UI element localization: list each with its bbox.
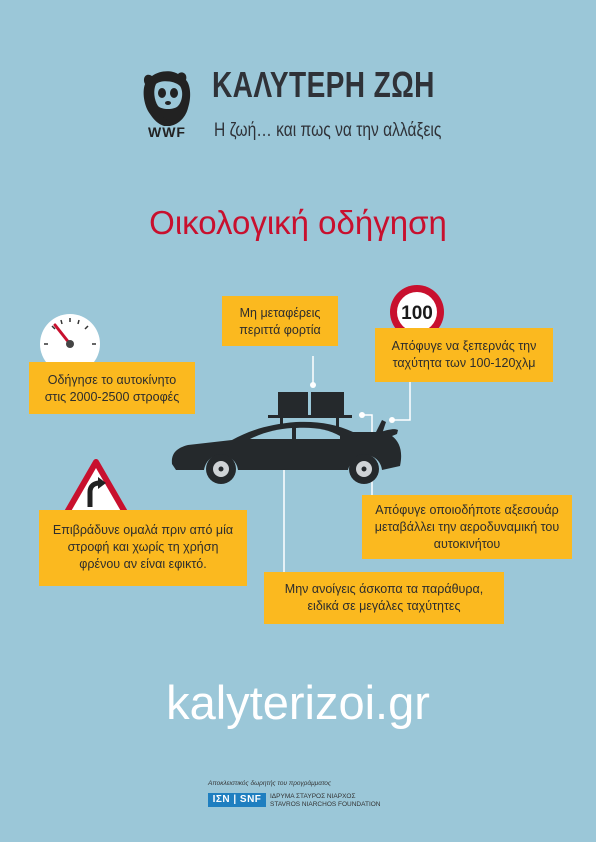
snf-logo: ΙΣΝ | SNF: [208, 793, 266, 807]
program-subtitle: Η ζωή… και πως να την αλλάξεις: [214, 120, 442, 141]
program-title: ΚΑΛΥΤΕΡΗ ΖΩΗ: [212, 64, 435, 105]
foundation-name-english: STAVROS NIARCHOS FOUNDATION: [270, 801, 381, 808]
tip-rpm: Οδήγησε το αυτοκίνητο στις 2000-2500 στροφές: [29, 362, 195, 414]
curve-warning-sign-icon: [63, 459, 129, 517]
tip-speed: Απόφυγε να ξεπερνάς την ταχύτητα των 100-120χλμ: [375, 328, 553, 382]
speed-limit-value: 100: [401, 303, 433, 324]
tip-accessories: Απόφυγε οποιοδήποτε αξεσουάρ μεταβάλλει την αεροδυναμική του αυτοκινήτου: [362, 495, 572, 559]
page-title: Οικολογική οδήγηση: [149, 204, 447, 241]
wwf-wordmark: WWF: [148, 124, 186, 140]
tip-brake: Επιβράδυνε ομαλά πριν από μία στροφή και χωρίς τη χρήση φρένου αν είναι εφικτό.: [39, 510, 247, 586]
car-illustration: [168, 386, 408, 486]
tip-cargo: Μη μεταφέρεις περιττά φορτία: [222, 296, 338, 346]
foundation-name-greek: ΙΔΡΥΜΑ ΣΤΑΥΡΟΣ ΝΙΑΡΧΟΣ: [270, 793, 356, 800]
website-url[interactable]: kalyterizoi.gr: [166, 676, 430, 729]
tip-windows: Μην ανοίγεις άσκοπα τα παράθυρα, ειδικά σε μεγάλες ταχύτητες: [264, 572, 504, 624]
sponsor-label: Αποκλειστικός δωρητής του προγράμματος: [208, 780, 332, 787]
